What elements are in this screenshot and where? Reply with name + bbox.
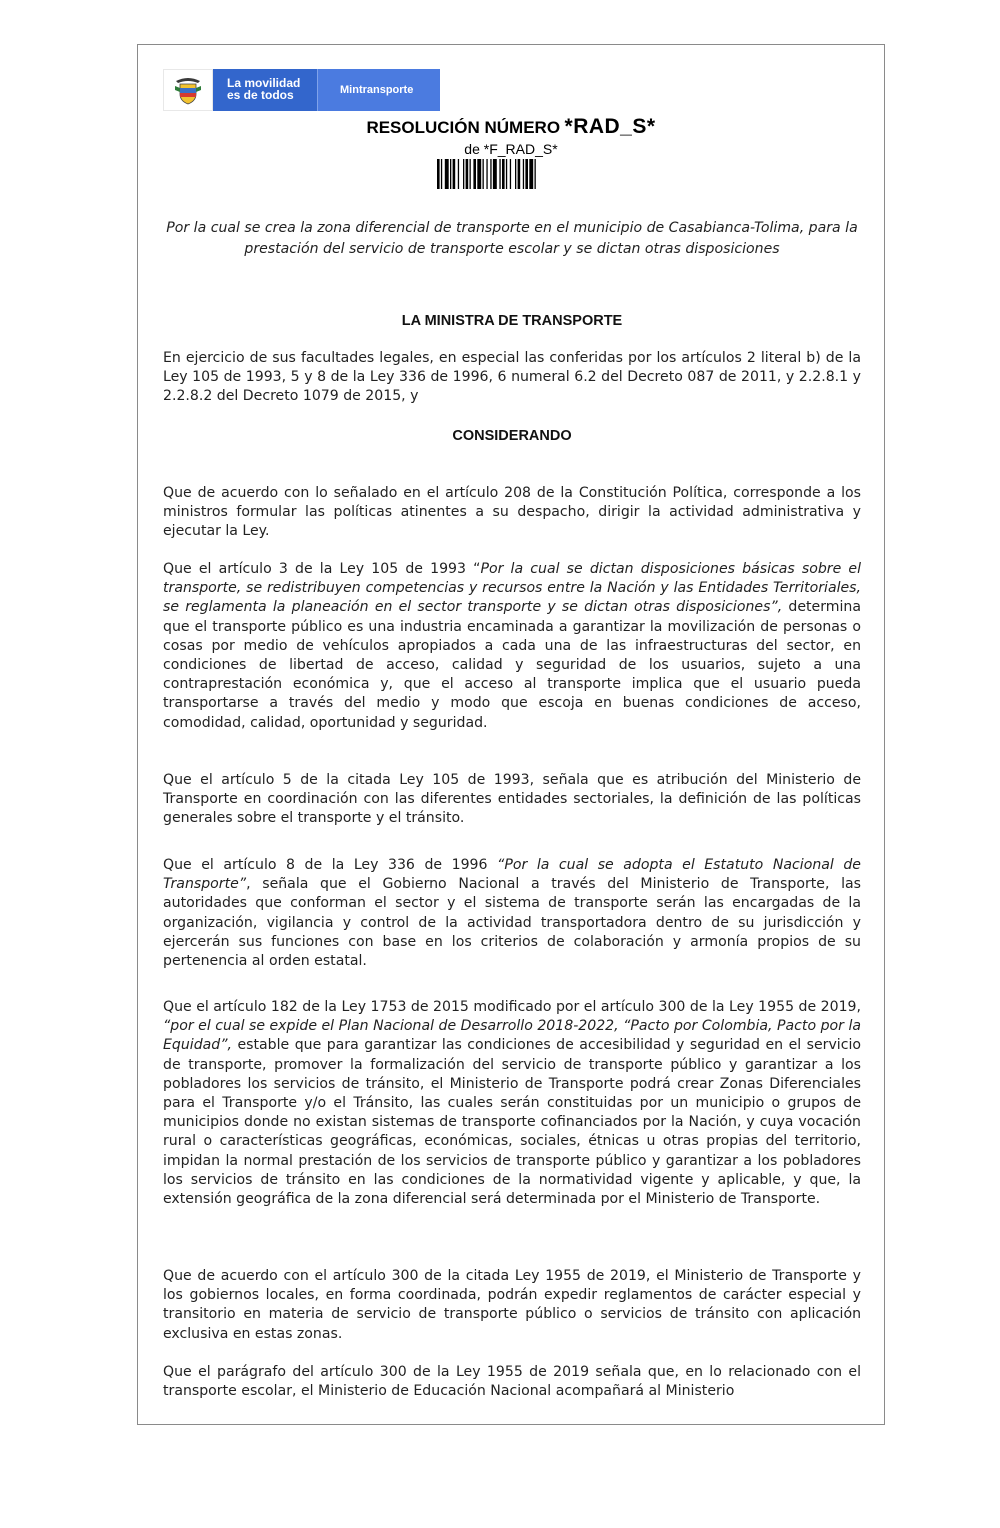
barcode-bar: [466, 159, 469, 189]
paragraph-2-text-a: Que el artículo 3 de la Ley 105 de 1993 “: [163, 561, 481, 577]
barcode-bar: [510, 159, 511, 189]
barcode-bar: [493, 159, 497, 189]
barcode-bar: [529, 159, 533, 189]
resolution-date: de *F_RAD_S*: [464, 141, 558, 157]
barcode-bar: [453, 159, 456, 189]
barcode-bar: [499, 159, 500, 189]
barcode-bar: [437, 159, 440, 189]
barcode-bar: [477, 159, 481, 189]
authority-heading: LA MINISTRA DE TRANSPORTE: [401, 313, 623, 329]
ministry-logo: [163, 69, 440, 111]
barcode-bar: [445, 159, 449, 189]
resolution-number: *RAD_S*: [564, 115, 656, 138]
barcode-bar: [490, 159, 491, 189]
paragraph-4-quote: “Por la cual se adopta el Estatuto Nacional de Transporte”: [163, 857, 861, 893]
resolution-title: [138, 115, 884, 139]
considerando-heading: CONSIDERANDO: [452, 428, 572, 444]
barcode-bar: [441, 159, 442, 189]
barcode-bar: [515, 159, 516, 189]
barcode-bar: [486, 159, 487, 189]
barcode-image: [437, 159, 586, 189]
paragraph-4: [163, 856, 861, 971]
paragraph-3: Que el artículo 5 de la citada Ley 105 de 1993, señala que es atribución del Ministerio de Transporte en coordinación con las diferentes entidades sectoriales, la definición de las políticas generales sobre el transporte y el tránsito.: [163, 772, 861, 827]
paragraph-1: Que de acuerdo con lo señalado en el artículo 208 de la Constitución Política, corresponde a los ministros formular las políticas atinentes a su despacho, dirigir la actividad administrativa y ejecutar la Ley.: [163, 485, 861, 540]
barcode-bar: [473, 159, 476, 189]
barcode-bar: [450, 159, 451, 189]
paragraph-2: [163, 560, 861, 733]
barcode-bar: [518, 159, 521, 189]
paragraph-5-text-a: Que el artículo 182 de la Ley 1753 de 2015 modificado por el artículo 300 de la Ley 1955 de 2019,: [163, 999, 861, 1015]
logo-slogan-line2: es de todos: [227, 88, 294, 102]
logo-slogan-line1: La movilidad: [227, 76, 301, 90]
barcode-bar: [483, 159, 484, 189]
resolution-subject: Por la cual se crea la zona diferencial de transporte en el municipio de Casabianca-Tolima, para la prestación del servicio de transporte escolar y se dictan otras disposiciones: [166, 220, 858, 257]
barcode-bar: [470, 159, 471, 189]
paragraph-2-text-b: determina que el transporte público es una industria encaminada a garantizar la movilización de personas o cosas por medio de vehículos apropiados a cada una de las infraestructuras del sector, en condiciones de libertad de acceso, calidad y seguridad de los usuarios, sujeto a una contraprestación económica y, que el acceso al transporte implica que el usuario pueda transportarse a través del medio y modo que escoja en buenas condiciones de acceso, comodidad, calidad, oportunidad y seguridad.: [163, 599, 861, 731]
paragraph-5: [163, 998, 861, 1209]
paragraph-4-text-a: Que el artículo 8 de la Ley 336 de 1996: [163, 857, 498, 873]
resolution-title-prefix: RESOLUCIÓN NÚMERO: [366, 118, 561, 137]
document-page: [137, 44, 885, 1425]
paragraph-6: Que de acuerdo con el artículo 300 de la citada Ley 1955 de 2019, el Ministerio de Transporte y los gobiernos locales, en forma coordinada, podrán expedir reglamentos de carácter especial y transitorio en materia de servicio de transporte público o servicios de tránsito con aplicación exclusiva en estas zonas.: [163, 1268, 861, 1342]
paragraph-4-text-b: , señala que el Gobierno Nacional a través del Ministerio de Transporte, las autoridades que conforman el sector y el sistema de transporte serán las encargadas de la organización, vigilancia y control de la actividad transportadora dentro de su jurisdicción y ejercerán sus funciones con base en los criterios de colaboración y armonía propios de su pertenencia al orden estatal.: [163, 876, 861, 970]
barcode-bar: [502, 159, 505, 189]
coat-of-arms-icon: [163, 69, 213, 111]
logo-slogan: [213, 69, 317, 111]
barcode-bar: [523, 159, 524, 189]
barcode-bar: [458, 159, 459, 189]
paragraph-5-text-b: estable que para garantizar las condiciones de accesibilidad y seguridad en el servicio de transporte, promover la formalización del servicio de transporte público y garantizar a los pobladores los servicios de tránsito, el Ministerio de Transporte podrá crear Zonas Diferenciales para el Transporte y/o el Tránsito, las cuales serán constituidas por un municipio o grupos de municipios donde no existan sistemas de transporte cofinanciados por la Nación, y cuya vocación rural o características geográficas, económicas, sociales, étnicas u otras propias del territorio, impidan la normal prestación de los servicios de transporte público y garantizar a los pobladores los servicios de tránsito en las condiciones de la normatividad vigente y aplicable, y que, la extensión geográfica de la zona diferencial será determinada por el Ministerio de Transporte.: [163, 1037, 861, 1208]
paragraph-7: Que el parágrafo del artículo 300 de la Ley 1955 de 2019 señala que, en lo relacionado con el transporte escolar, el Ministerio de Educación Nacional acompañará al Ministerio: [163, 1364, 861, 1400]
preamble-paragraph: En ejercicio de sus facultades legales, en especial las conferidas por los artículos 2 literal b) de la Ley 105 de 1993, 5 y 8 de la Ley 336 de 1996, 6 numeral 6.2 del Decreto 087 de 2011, y 2.2.8.1 y 2.2.8.2 del Decreto 1079 de 2015, y: [163, 350, 861, 405]
barcode-bar: [463, 159, 464, 189]
barcode-bar: [525, 159, 528, 189]
logo-ministry-name: Mintransporte: [317, 69, 440, 111]
paragraph-2-quote: Por la cual se dictan disposiciones básicas sobre el transporte, se redistribuyen competencias y recursos entre la Nación y las Entidades Territoriales, se reglamenta la planeación en el sector transporte y se dictan otras disposiciones”,: [163, 561, 862, 616]
barcode-bar: [535, 159, 536, 189]
paragraph-5-quote: “por el cual se expide el Plan Nacional de Desarrollo 2018-2022, “Pacto por Colombia, Pacto por la Equidad”,: [163, 1018, 861, 1054]
barcode-bar: [506, 159, 507, 189]
